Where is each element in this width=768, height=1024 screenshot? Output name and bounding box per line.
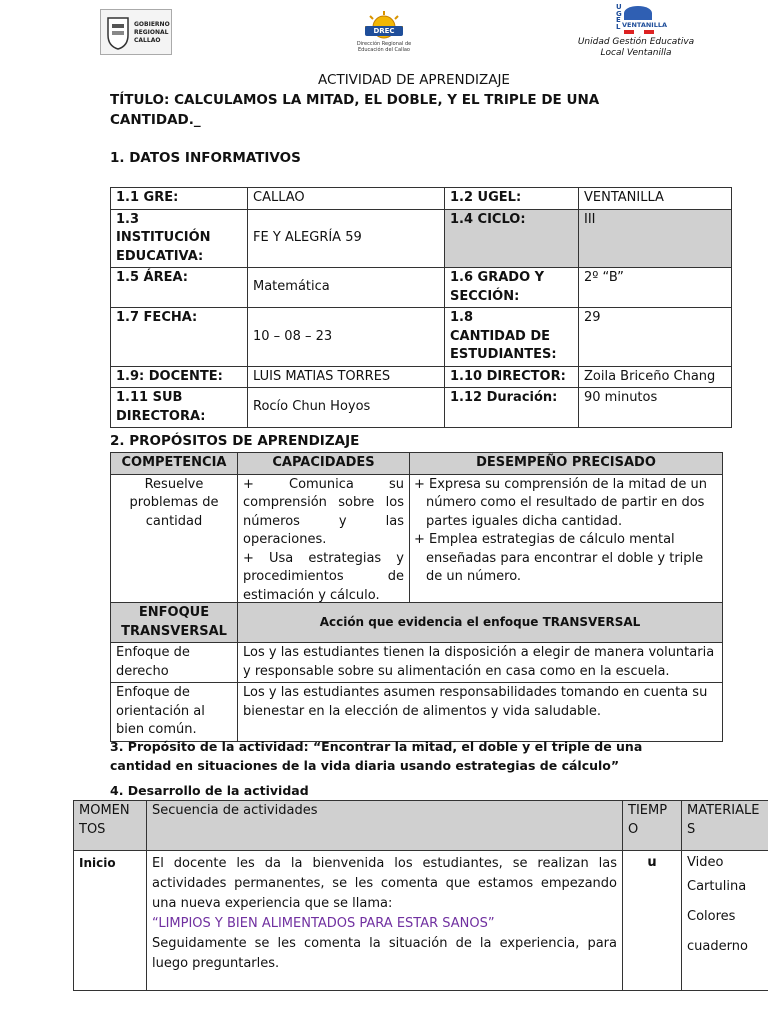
duracion-value: 90 minutos bbox=[579, 388, 732, 428]
drec-subtitle-1: Dirección Regional de bbox=[356, 41, 412, 47]
col-materiales-2: S bbox=[687, 821, 696, 837]
col-secuencia: Secuencia de actividades bbox=[147, 801, 623, 851]
enfoque2-name bbox=[111, 683, 238, 742]
purposes-table bbox=[110, 452, 723, 607]
row1-text-1: El docente les da la bienvenida los estudiantes, se realizan las actividades permanentes, se les comenta que estamos empezando una nueva experiencia que se llama: bbox=[152, 856, 617, 911]
cantidad-label bbox=[445, 308, 579, 367]
enfoque2-name-3: bien común. bbox=[116, 722, 197, 737]
enfoque2-name-2: orientación al bbox=[116, 703, 205, 719]
grado-value: 2º “B” bbox=[579, 268, 732, 308]
capacidad-2: + Usa estrategias y procedimientos de estimación y cálculo. bbox=[243, 550, 404, 603]
col-materiales bbox=[682, 801, 768, 851]
cantidad-label-1: 1.8 bbox=[450, 310, 474, 325]
grado-label bbox=[445, 268, 579, 308]
col-tiempo bbox=[623, 801, 682, 851]
activity-title: ACTIVIDAD DE APRENDIZAJE bbox=[318, 72, 510, 88]
col-competencia: COMPETENCIA bbox=[111, 453, 238, 475]
ugel-logo bbox=[610, 3, 668, 36]
section-3-line1: 3. Propósito de la actividad: “Encontrar la mitad, el doble y el triple de una bbox=[110, 739, 643, 754]
row1-highlight: “LIMPIOS Y BIEN ALIMENTADOS PARA ESTAR SANOS” bbox=[152, 916, 495, 931]
desempeno-cell bbox=[410, 474, 723, 607]
director-label: 1.10 DIRECTOR: bbox=[445, 366, 579, 388]
col-tiempo-2: O bbox=[628, 821, 639, 837]
enfoque-table bbox=[110, 602, 723, 742]
logo-left-line1: GOBIERNO bbox=[134, 21, 170, 28]
director-value: Zoila Briceño Chang bbox=[579, 366, 732, 388]
title-line2: CANTIDAD._ bbox=[110, 112, 201, 128]
cantidad-value: 29 bbox=[579, 308, 732, 367]
fecha-value: 10 – 08 – 23 bbox=[248, 308, 445, 367]
ie-label-1: 1.3 bbox=[116, 211, 140, 227]
subdirectora-label-2: DIRECTORA: bbox=[116, 408, 206, 424]
section-3-line2: cantidad en situaciones de la vida diaria usando estrategias de cálculo” bbox=[110, 758, 620, 773]
row1-material-3: Colores bbox=[687, 909, 736, 924]
col-materiales-1: MATERIALE bbox=[687, 803, 760, 818]
enfoque-header-1: ENFOQUE bbox=[138, 605, 210, 620]
col-momentos bbox=[74, 801, 147, 851]
capacidad-1: + Comunica su comprensión sobre los números y las operaciones. bbox=[243, 476, 404, 547]
grado-label-2: SECCIÓN: bbox=[450, 288, 520, 304]
ugel-name: VENTANILLA bbox=[622, 21, 668, 29]
enfoque1-name-2: derecho bbox=[116, 663, 169, 679]
area-value: Matemática bbox=[248, 268, 445, 308]
logo-left-line2: REGIONAL bbox=[134, 29, 169, 36]
enfoque-header-2: TRANSVERSAL bbox=[121, 623, 227, 639]
desempeno-1b: número como el resultado de partir en dos bbox=[426, 495, 705, 510]
row1-text-2: Seguidamente se les comenta la situación de la experiencia, para luego preguntarles. bbox=[152, 936, 617, 971]
row1-moment: Inicio bbox=[74, 851, 147, 991]
drec-logo bbox=[353, 9, 415, 57]
development-table bbox=[73, 800, 768, 991]
logo-left-line3: CALLAO bbox=[134, 37, 161, 44]
unit-line1: Unidad Gestión Educativa bbox=[577, 37, 695, 47]
ie-label-2: INSTITUCIÓN bbox=[116, 230, 211, 245]
ugel-letters: UGEL bbox=[616, 3, 622, 31]
section-2-heading: 2. PROPÓSITOS DE APRENDIZAJE bbox=[110, 433, 360, 449]
ugel-label: 1.2 UGEL: bbox=[445, 188, 579, 210]
ciclo-label: 1.4 CICLO: bbox=[445, 209, 579, 268]
desempeno-2a: + Emplea estrategias de cálculo mental bbox=[414, 532, 675, 547]
gobierno-regional-logo bbox=[100, 9, 172, 55]
area-label: 1.5 ÁREA: bbox=[111, 268, 248, 308]
cantidad-label-2: CANTIDAD DE bbox=[450, 328, 551, 344]
row1-material-1: Video bbox=[687, 855, 724, 870]
enfoque1-text: Los y las estudiantes tienen la disposición a elegir de manera voluntaria y responsable sobre su alimentación en casa como en la escuela. bbox=[238, 643, 723, 683]
col-capacidades: CAPACIDADES bbox=[238, 453, 410, 475]
desempeno-1a: + Expresa su comprensión de la mitad de un bbox=[414, 476, 707, 492]
enfoque-header bbox=[111, 603, 238, 643]
drec-badge: DREC bbox=[373, 27, 395, 35]
section-3-text bbox=[110, 737, 670, 775]
competencia-cell: Resuelve problemas de cantidad bbox=[111, 474, 238, 607]
ugel-value: VENTANILLA bbox=[579, 188, 732, 210]
enfoque2-name-1: Enfoque de bbox=[116, 685, 190, 700]
subdirectora-value: Rocío Chun Hoyos bbox=[248, 388, 445, 428]
desempeno-2c: de un número. bbox=[426, 569, 522, 584]
desempeno-2b: enseñadas para encontrar el doble y triple bbox=[426, 550, 704, 566]
gre-value: CALLAO bbox=[248, 188, 445, 210]
docente-value: LUIS MATIAS TORRES bbox=[248, 366, 445, 388]
row1-sequence bbox=[147, 851, 623, 991]
shield-icon bbox=[105, 15, 131, 51]
grado-label-1: 1.6 GRADO Y bbox=[450, 270, 545, 285]
col-desempeno: DESEMPEÑO PRECISADO bbox=[410, 453, 723, 475]
col-momentos-2: TOS bbox=[79, 821, 106, 837]
subdirectora-label bbox=[111, 388, 248, 428]
info-table bbox=[110, 187, 732, 428]
docente-label: 1.9: DOCENTE: bbox=[111, 366, 248, 388]
gre-label: 1.1 GRE: bbox=[111, 188, 248, 210]
enfoque2-text: Los y las estudiantes asumen responsabilidades tomando en cuenta su bienestar en la elección de alimentos y vida saludable. bbox=[238, 683, 723, 742]
section-4-heading: 4. Desarrollo de la actividad bbox=[110, 783, 309, 798]
ie-label bbox=[111, 209, 248, 268]
duracion-label: 1.12 Duración: bbox=[445, 388, 579, 428]
enfoque1-name-1: Enfoque de bbox=[116, 645, 190, 660]
subdirectora-label-1: 1.11 SUB bbox=[116, 390, 183, 405]
cantidad-label-3: ESTUDIANTES: bbox=[450, 347, 557, 362]
ugel-flag-icon bbox=[624, 30, 654, 34]
unit-label bbox=[560, 37, 712, 59]
row1-material-4: cuaderno bbox=[687, 939, 748, 954]
row1-material-2: Cartulina bbox=[687, 879, 747, 894]
section-1-heading: 1. DATOS INFORMATIVOS bbox=[110, 150, 301, 166]
ie-label-3: EDUCATIVA: bbox=[116, 248, 204, 264]
enfoque1-name bbox=[111, 643, 238, 683]
ciclo-value: III bbox=[579, 209, 732, 268]
unit-line2: Local Ventanilla bbox=[600, 48, 672, 58]
desempeno-1c: partes iguales dicha cantidad. bbox=[426, 513, 623, 529]
fecha-label: 1.7 FECHA: bbox=[111, 308, 248, 367]
title-line1: TÍTULO: CALCULAMOS LA MITAD, EL DOBLE, Y EL TRIPLE DE UNA bbox=[110, 92, 600, 108]
col-tiempo-1: TIEMP bbox=[628, 803, 668, 818]
drec-subtitle-2: Educación del Callao bbox=[358, 47, 410, 53]
ie-value: FE Y ALEGRÍA 59 bbox=[248, 209, 445, 268]
row1-time: u bbox=[623, 851, 682, 991]
capacidades-cell bbox=[238, 474, 410, 607]
row1-materials bbox=[682, 851, 768, 991]
accion-header: Acción que evidencia el enfoque TRANSVERSAL bbox=[238, 603, 723, 643]
col-momentos-1: MOMEN bbox=[79, 803, 130, 818]
